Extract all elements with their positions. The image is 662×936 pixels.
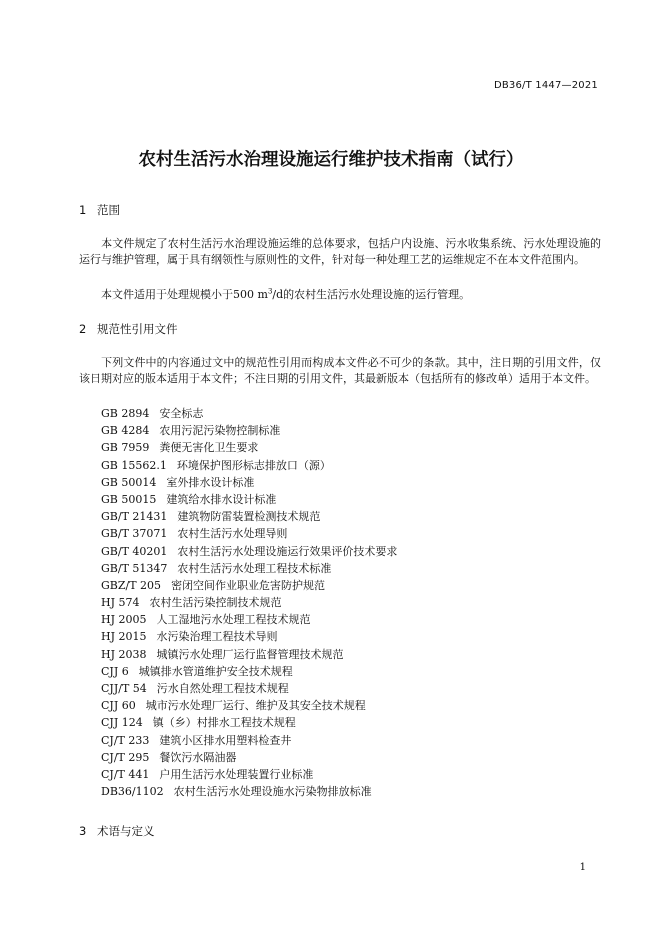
reference-name: 人工湿地污水处理工程技术规范 — [156, 613, 311, 627]
reference-item — [101, 577, 601, 594]
reference-code: CJJ 6 — [101, 664, 129, 678]
reference-item — [101, 508, 601, 525]
scope-paragraph-1 — [79, 236, 601, 268]
reference-name: 农村生活污水处理设施运行效果评价技术要求 — [177, 544, 398, 558]
reference-code: CJJ/T 54 — [101, 682, 147, 695]
page-number: 1 — [579, 862, 586, 873]
reference-item — [101, 457, 601, 474]
section-title: 规范性引用文件 — [97, 322, 178, 336]
reference-item — [101, 714, 601, 731]
reference-code: HJ 2038 — [101, 647, 147, 661]
reference-name: 镇（乡）村排水工程技术规程 — [152, 716, 296, 730]
reference-name: 粪便无害化卫生要求 — [159, 441, 259, 455]
section-title: 范围 — [97, 203, 120, 217]
reference-code: GB 15562.1 — [101, 458, 167, 472]
reference-name: 污水自然处理工程技术规程 — [156, 682, 289, 695]
reference-item — [101, 766, 601, 783]
reference-code: CJ/T 295 — [101, 750, 150, 764]
section-heading-scope — [79, 202, 120, 218]
scope-text-1: 本文件规定了农村生活污水治理设施运维的总体要求，包括户内设施、污水收集系统、污水处理设施的运行与维护管理，属于具有纲领性与原则性的文件，针对每一种处理工艺的运维规定不在本文件范围内。 — [79, 237, 601, 266]
reference-name: 农村生活污染控制技术规范 — [149, 596, 282, 610]
reference-item — [101, 611, 601, 628]
section-number: 2 — [79, 322, 87, 336]
scope-text-2b: /d的农村生活污水处理设施的运行管理。 — [272, 288, 471, 301]
reference-code: CJ/T 233 — [101, 733, 150, 747]
normative-intro-text: 下列文件中的内容通过文中的规范性引用而构成本文件必不可少的条款。其中，注日期的引用文件，仅该日期对应的版本适用于本文件；不注日期的引用文件，其最新版本（包括所有的修改单）适用于本文件。 — [79, 356, 601, 385]
reference-item — [101, 560, 601, 577]
reference-name: 建筑给水排水设计标准 — [166, 492, 277, 506]
reference-item — [101, 749, 601, 766]
reference-name: 农村生活污水处理设施水污染物排放标准 — [173, 785, 372, 799]
reference-item — [101, 474, 601, 491]
reference-item — [101, 594, 601, 611]
scope-paragraph-2 — [79, 287, 601, 303]
reference-code: GB 4284 — [101, 424, 150, 438]
reference-list — [101, 405, 601, 800]
reference-code: GB 2894 — [101, 407, 150, 420]
reference-code: GB 50014 — [101, 475, 157, 489]
reference-name: 农村生活污水处理导则 — [177, 527, 288, 541]
document-title: 农村生活污水治理设施运行维护技术指南（试行） — [138, 150, 524, 170]
reference-item — [101, 680, 601, 697]
reference-name: 安全标志 — [159, 407, 204, 420]
reference-item — [101, 439, 601, 456]
reference-code: GB/T 51347 — [101, 561, 168, 575]
reference-item — [101, 525, 601, 542]
reference-code: HJ 2005 — [101, 613, 147, 627]
reference-name: 城市污水处理厂运行、维护及其安全技术规程 — [145, 699, 366, 713]
reference-code: GB/T 37071 — [101, 527, 168, 541]
reference-code: DB36/1102 — [101, 785, 164, 799]
reference-name: 建筑物防雷装置检测技术规范 — [177, 510, 321, 524]
section-number: 1 — [79, 203, 87, 217]
reference-item — [101, 646, 601, 663]
reference-name: 建筑小区排水用塑料检查井 — [159, 733, 292, 747]
scope-text-2a: 本文件适用于处理规模小于500 m — [101, 288, 268, 301]
section-heading-normative — [79, 321, 178, 337]
reference-code: GBZ/T 205 — [101, 578, 162, 592]
section-title: 术语与定义 — [97, 824, 155, 838]
reference-code: HJ 574 — [101, 596, 140, 610]
reference-item — [101, 628, 601, 645]
section-heading-terms — [79, 823, 155, 839]
standard-code: DB36/T 1447—2021 — [493, 80, 598, 91]
reference-code: GB 50015 — [101, 492, 157, 506]
normative-intro — [79, 355, 601, 387]
section-number: 3 — [79, 824, 87, 838]
reference-name: 城镇排水管道维护安全技术规程 — [138, 664, 293, 678]
reference-item — [101, 422, 601, 439]
reference-item — [101, 697, 601, 714]
reference-code: HJ 2015 — [101, 630, 147, 644]
reference-name: 水污染治理工程技术导则 — [156, 630, 278, 644]
reference-name: 密闭空间作业职业危害防护规范 — [171, 578, 326, 592]
reference-code: CJ/T 441 — [101, 767, 150, 781]
reference-name: 农用污泥污染物控制标准 — [159, 424, 281, 438]
reference-name: 城镇污水处理厂运行监督管理技术规范 — [156, 647, 344, 661]
reference-name: 农村生活污水处理工程技术标准 — [177, 561, 332, 575]
reference-item — [101, 732, 601, 749]
reference-item — [101, 663, 601, 680]
reference-item — [101, 783, 601, 800]
reference-item — [101, 405, 601, 422]
reference-code: CJJ 124 — [101, 716, 143, 730]
reference-code: CJJ 60 — [101, 699, 136, 713]
reference-code: GB/T 21431 — [101, 510, 168, 524]
reference-name: 户用生活污水处理装置行业标准 — [159, 767, 314, 781]
reference-name: 环境保护图形标志排放口（源） — [176, 458, 331, 472]
reference-code: GB 7959 — [101, 441, 150, 455]
reference-code: GB/T 40201 — [101, 544, 168, 558]
reference-name: 室外排水设计标准 — [166, 475, 255, 489]
reference-item — [101, 543, 601, 560]
scope-text-2-sup: 3 — [267, 287, 273, 296]
reference-item — [101, 491, 601, 508]
reference-name: 餐饮污水隔油器 — [159, 750, 237, 764]
